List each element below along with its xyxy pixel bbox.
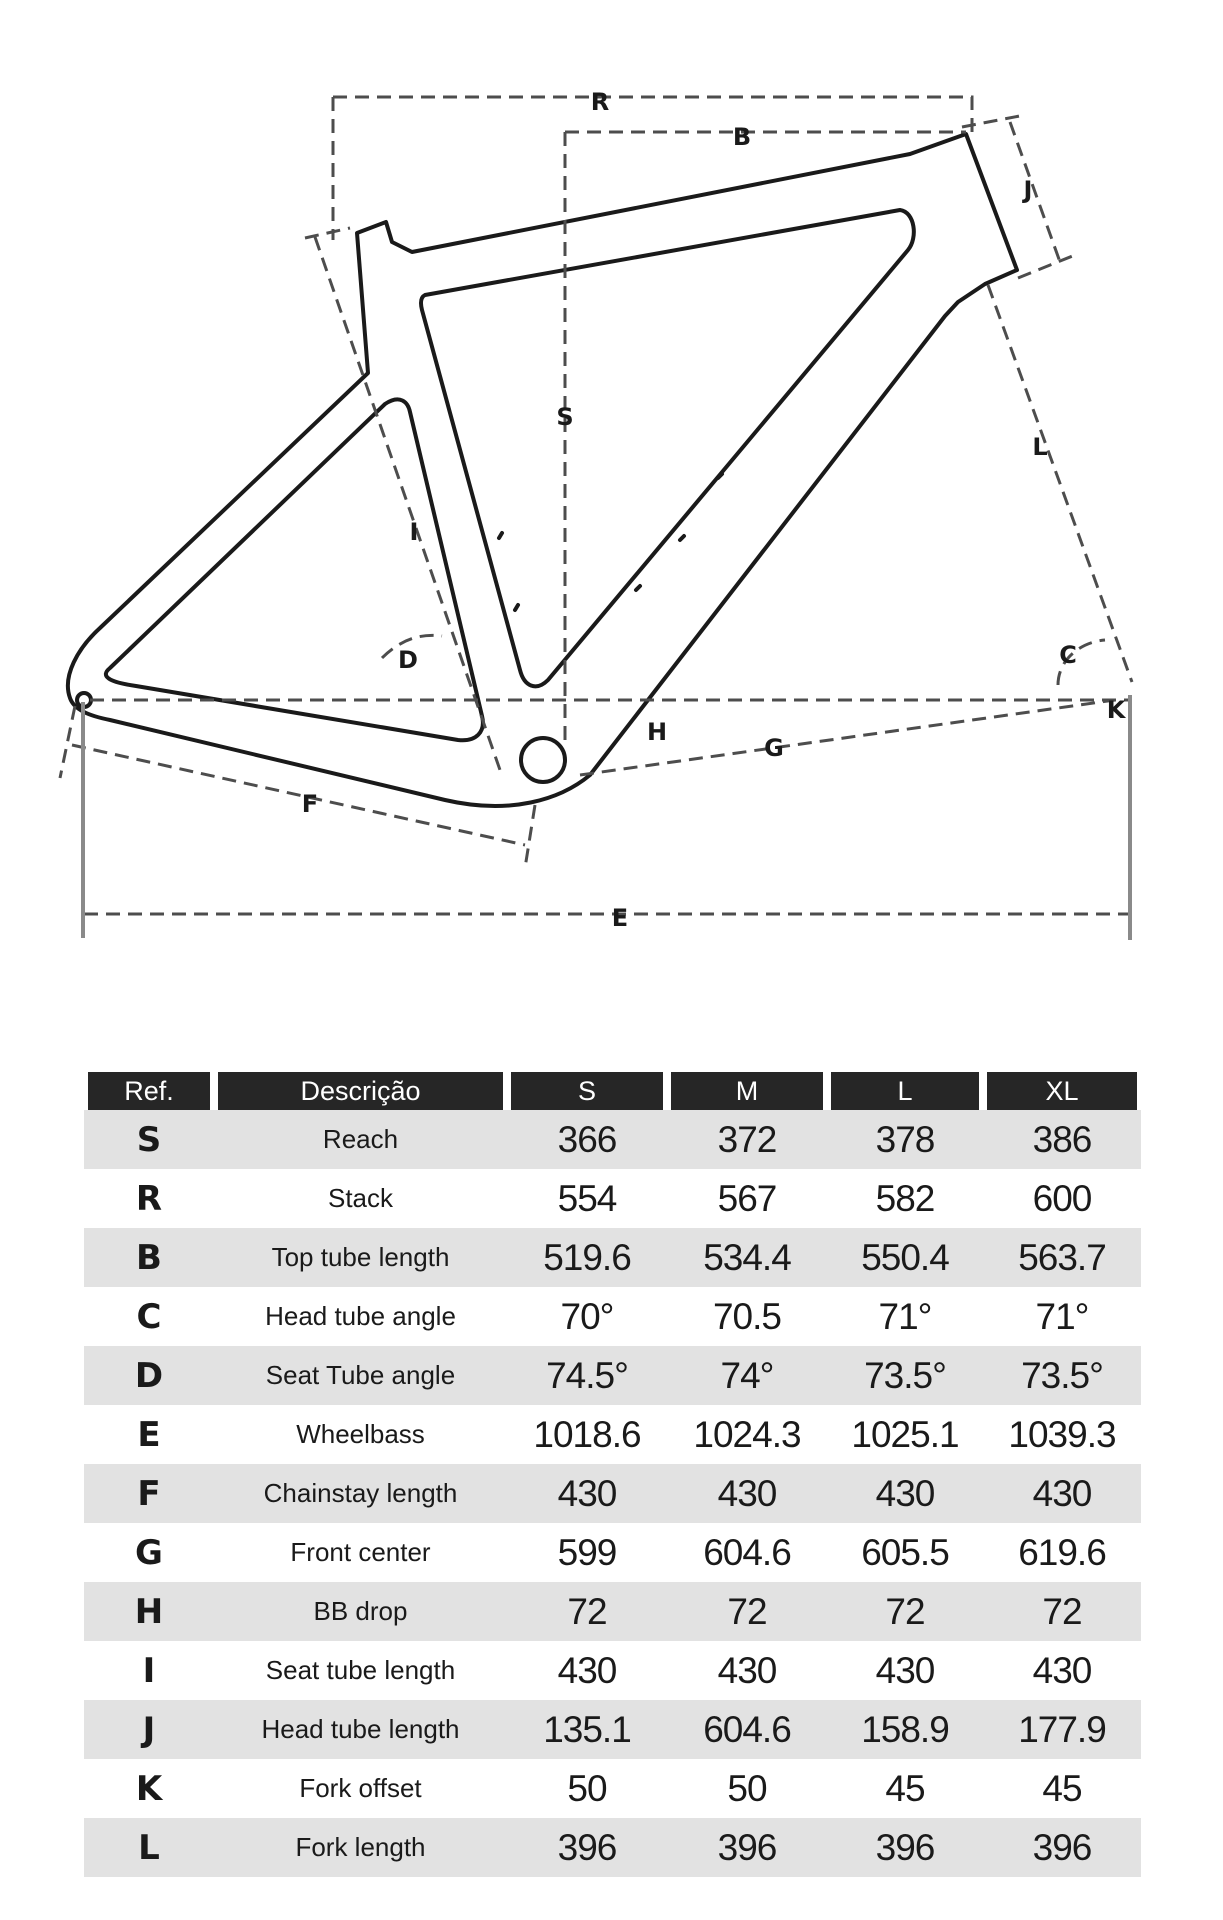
value-s: 599 xyxy=(557,1531,617,1573)
value-l: 72 xyxy=(827,1582,983,1641)
value-m: 567 xyxy=(717,1177,777,1219)
table-row xyxy=(84,1169,1141,1228)
bike-frame-outline xyxy=(68,134,1017,806)
value-xl: 430 xyxy=(983,1464,1141,1523)
row-description: Stack xyxy=(327,1183,394,1213)
table-row xyxy=(84,1641,1141,1700)
value-s: 72 xyxy=(507,1582,667,1641)
table-row xyxy=(84,1700,1141,1759)
header-ref: Ref. xyxy=(84,1072,214,1110)
dim-line-f xyxy=(72,745,525,845)
row-ref: R xyxy=(135,1178,163,1219)
row-description: Top tube length xyxy=(214,1228,507,1287)
label-j: J xyxy=(1023,176,1033,204)
table-row xyxy=(84,1464,1141,1523)
value-m: 430 xyxy=(717,1649,777,1691)
value-xl: 396 xyxy=(983,1818,1141,1877)
value-l: 582 xyxy=(875,1177,935,1219)
label-d: D xyxy=(398,646,418,674)
value-s: 554 xyxy=(557,1177,617,1219)
row-description: Head tube length xyxy=(214,1700,507,1759)
row-description: Fork offset xyxy=(299,1773,422,1803)
label-s: S xyxy=(556,403,574,431)
value-xl: 177.9 xyxy=(983,1700,1141,1759)
row-description: Seat Tube angle xyxy=(214,1346,507,1405)
dim-line-l xyxy=(988,285,1132,682)
header-size-l: L xyxy=(827,1072,983,1110)
value-xl: 563.7 xyxy=(983,1228,1141,1287)
row-ref: I xyxy=(142,1650,156,1691)
table-row xyxy=(84,1287,1141,1346)
row-ref: G xyxy=(135,1532,163,1573)
value-m: 50 xyxy=(727,1767,767,1809)
value-l: 396 xyxy=(827,1818,983,1877)
row-description: Head tube angle xyxy=(265,1301,456,1331)
dim-line-i xyxy=(305,228,500,770)
table-row xyxy=(84,1523,1141,1582)
header-description: Descrição xyxy=(214,1072,507,1110)
value-xl: 45 xyxy=(1042,1767,1082,1809)
row-description: Chainstay length xyxy=(214,1464,507,1523)
header-size-s: S xyxy=(507,1072,667,1110)
label-k: K xyxy=(1106,696,1126,724)
value-s: 74.5° xyxy=(507,1346,667,1405)
value-s: 430 xyxy=(557,1649,617,1691)
value-m: 430 xyxy=(667,1464,827,1523)
label-c: C xyxy=(1059,641,1077,669)
value-l: 430 xyxy=(827,1464,983,1523)
row-description: Fork length xyxy=(214,1818,507,1877)
value-m: 72 xyxy=(667,1582,827,1641)
row-ref: L xyxy=(84,1818,214,1877)
value-m: 74° xyxy=(667,1346,827,1405)
label-i: I xyxy=(409,518,419,546)
value-l: 45 xyxy=(885,1767,925,1809)
value-m: 1024.3 xyxy=(693,1413,801,1455)
table-row xyxy=(84,1110,1141,1169)
value-l: 550.4 xyxy=(827,1228,983,1287)
label-g: G xyxy=(764,734,784,762)
value-l: 605.5 xyxy=(861,1531,949,1573)
row-ref: D xyxy=(84,1346,214,1405)
geometry-table xyxy=(84,1072,1141,1877)
header-size-xl: XL xyxy=(983,1072,1141,1110)
row-ref: H xyxy=(84,1582,214,1641)
value-m: 372 xyxy=(667,1110,827,1169)
value-l: 158.9 xyxy=(827,1700,983,1759)
label-h: H xyxy=(646,718,668,746)
table-row xyxy=(84,1405,1141,1464)
row-description: Front center xyxy=(290,1537,431,1567)
row-ref: C xyxy=(136,1296,162,1337)
row-description: Reach xyxy=(214,1110,507,1169)
value-s: 50 xyxy=(567,1767,607,1809)
value-xl: 73.5° xyxy=(983,1346,1141,1405)
value-m: 604.6 xyxy=(703,1531,791,1573)
row-ref: B xyxy=(84,1228,214,1287)
row-description: Seat tube length xyxy=(265,1655,456,1685)
value-xl: 72 xyxy=(983,1582,1141,1641)
value-s: 396 xyxy=(507,1818,667,1877)
table-row xyxy=(84,1818,1141,1877)
label-l: L xyxy=(1032,433,1048,461)
table-row xyxy=(84,1346,1141,1405)
label-r: R xyxy=(590,88,610,116)
value-xl: 1039.3 xyxy=(1008,1413,1116,1455)
value-xl: 71° xyxy=(1035,1295,1089,1337)
row-ref: J xyxy=(84,1700,214,1759)
table-row xyxy=(84,1228,1141,1287)
value-s: 366 xyxy=(507,1110,667,1169)
value-l: 378 xyxy=(827,1110,983,1169)
dimension-labels xyxy=(302,88,1127,932)
dim-line-r xyxy=(333,97,972,240)
value-m: 396 xyxy=(667,1818,827,1877)
value-m: 70.5 xyxy=(712,1295,781,1337)
axle-verticals xyxy=(83,695,1130,940)
value-xl: 600 xyxy=(1032,1177,1092,1219)
value-xl: 430 xyxy=(1032,1649,1092,1691)
value-m: 604.6 xyxy=(667,1700,827,1759)
value-l: 1025.1 xyxy=(851,1413,959,1455)
table-header-row xyxy=(84,1072,1141,1110)
row-ref: K xyxy=(135,1768,163,1809)
value-s: 430 xyxy=(507,1464,667,1523)
measurement-lines xyxy=(60,97,1132,914)
value-xl: 619.6 xyxy=(1018,1531,1106,1573)
row-description: Wheelbass xyxy=(296,1419,425,1449)
label-f: F xyxy=(301,790,319,818)
value-s: 1018.6 xyxy=(533,1413,641,1455)
row-ref: F xyxy=(84,1464,214,1523)
label-e: E xyxy=(611,904,629,932)
value-s: 135.1 xyxy=(507,1700,667,1759)
row-ref: S xyxy=(84,1110,214,1169)
value-l: 71° xyxy=(878,1295,932,1337)
value-s: 70° xyxy=(560,1295,614,1337)
row-description: BB drop xyxy=(214,1582,507,1641)
value-l: 430 xyxy=(875,1649,935,1691)
label-b: B xyxy=(732,123,752,151)
value-xl: 386 xyxy=(983,1110,1141,1169)
table-row xyxy=(84,1759,1141,1818)
table-row xyxy=(84,1582,1141,1641)
value-m: 534.4 xyxy=(667,1228,827,1287)
row-ref: E xyxy=(137,1414,161,1455)
value-l: 73.5° xyxy=(827,1346,983,1405)
header-size-m: M xyxy=(667,1072,827,1110)
value-s: 519.6 xyxy=(507,1228,667,1287)
